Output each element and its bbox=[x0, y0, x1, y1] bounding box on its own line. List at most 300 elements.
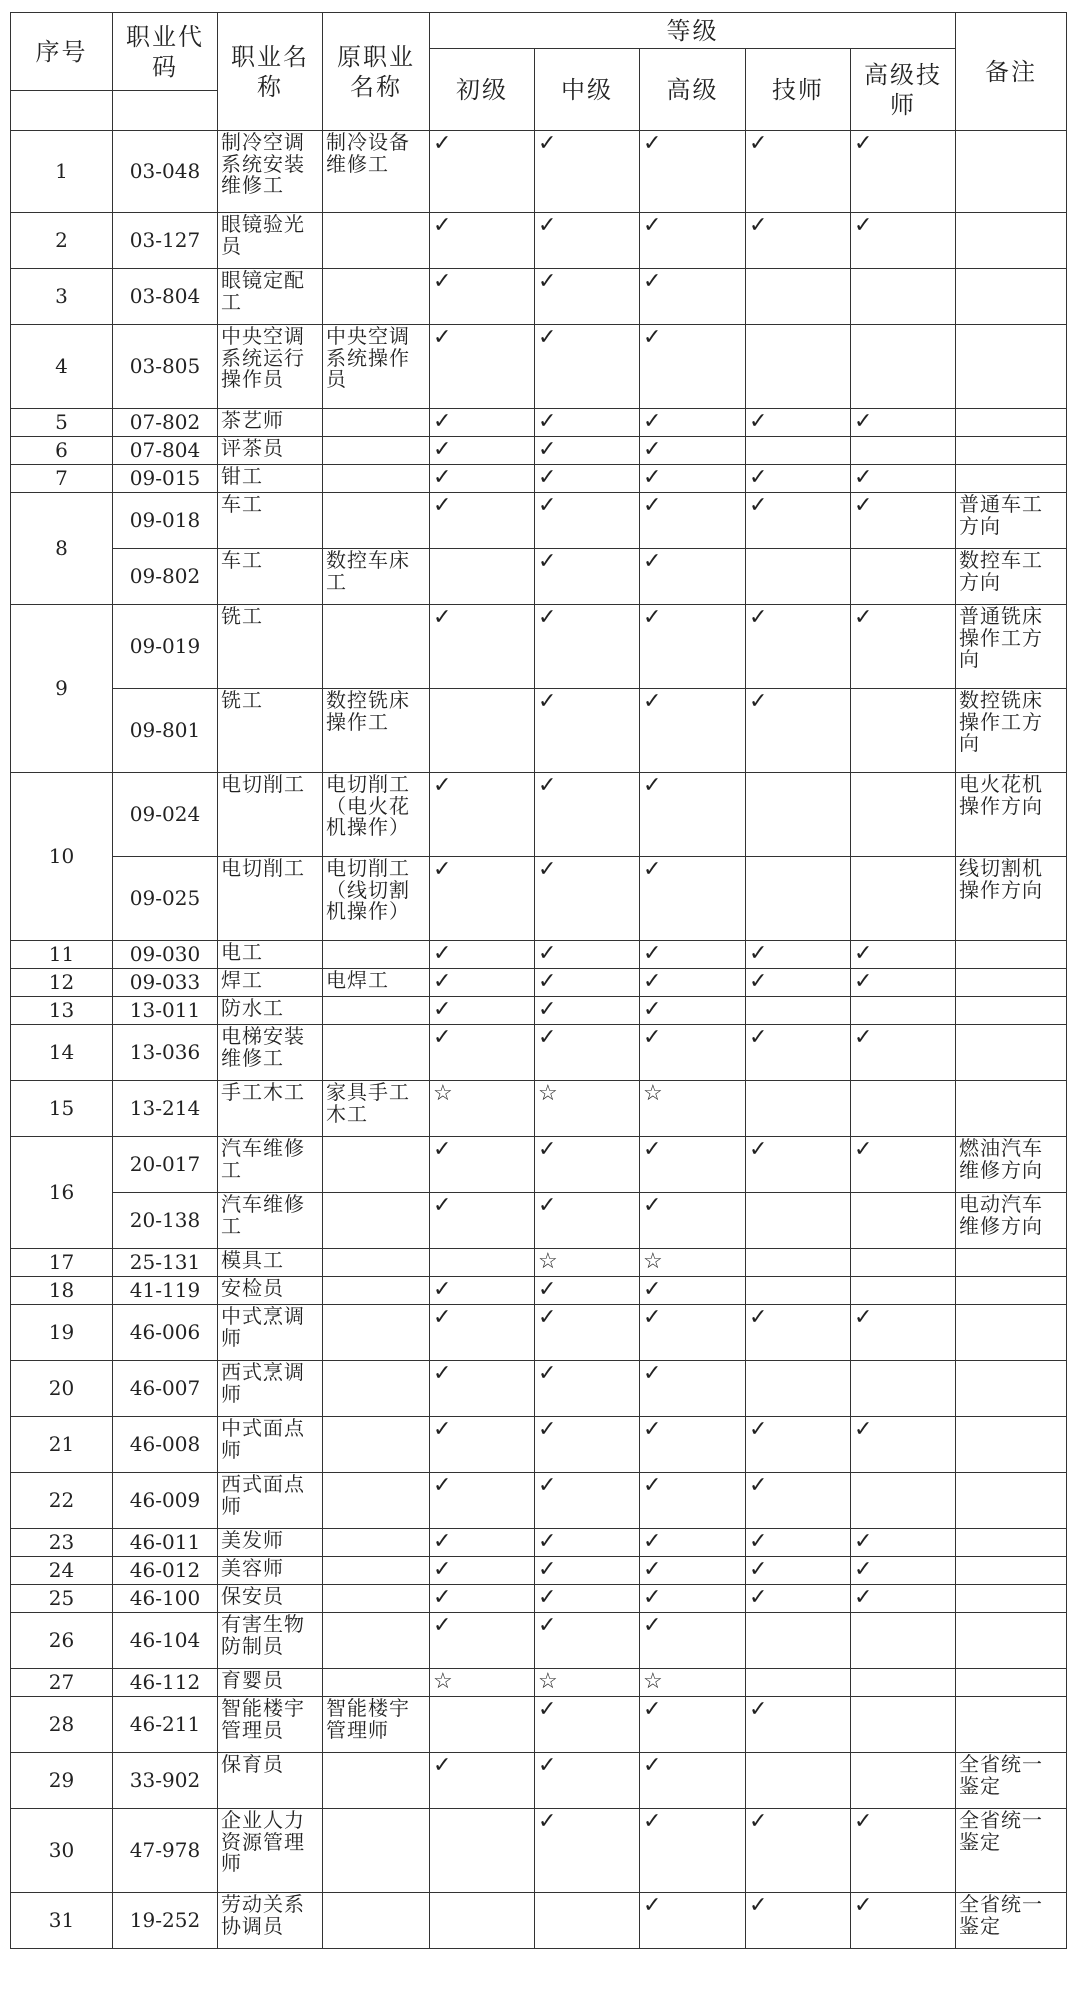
row-note: 电火花机操作方向 bbox=[956, 773, 1067, 857]
row-code: 09-033 bbox=[113, 969, 218, 997]
row-level-2-mark: ✓ bbox=[535, 1361, 640, 1417]
row-code: 09-030 bbox=[113, 941, 218, 969]
row-level-4-mark bbox=[746, 1669, 851, 1697]
row-level-5-mark bbox=[851, 1473, 956, 1529]
row-level-2-mark: ☆ bbox=[535, 1081, 640, 1137]
row-code: 13-011 bbox=[113, 997, 218, 1025]
row-seq: 1 bbox=[11, 131, 113, 213]
row-level-1-mark: ✓ bbox=[430, 1753, 535, 1809]
row-name: 汽车维修工 bbox=[218, 1137, 323, 1193]
row-orig-name bbox=[323, 1893, 430, 1949]
row-level-5-mark: ✓ bbox=[851, 969, 956, 997]
row-level-1-mark: ✓ bbox=[430, 465, 535, 493]
row-level-1-mark bbox=[430, 689, 535, 773]
row-name: 智能楼宇管理员 bbox=[218, 1697, 323, 1753]
header-level-2: 中级 bbox=[535, 49, 640, 131]
row-code: 09-802 bbox=[113, 549, 218, 605]
row-level-2-mark: ✓ bbox=[535, 1193, 640, 1249]
row-seq: 29 bbox=[11, 1753, 113, 1809]
row-orig-name bbox=[323, 1417, 430, 1473]
row-level-4-mark bbox=[746, 1753, 851, 1809]
row-orig-name bbox=[323, 1305, 430, 1361]
row-level-2-mark bbox=[535, 1893, 640, 1949]
table-row bbox=[11, 857, 1067, 941]
row-orig-name: 智能楼宇管理师 bbox=[323, 1697, 430, 1753]
row-level-5-mark bbox=[851, 549, 956, 605]
row-level-1-mark: ☆ bbox=[430, 1081, 535, 1137]
header-seq-blank bbox=[11, 91, 113, 131]
row-seq: 13 bbox=[11, 997, 113, 1025]
row-level-3-mark: ✓ bbox=[640, 1025, 746, 1081]
row-name: 中式面点师 bbox=[218, 1417, 323, 1473]
row-name: 西式烹调师 bbox=[218, 1361, 323, 1417]
row-level-4-mark bbox=[746, 773, 851, 857]
row-level-4-mark: ✓ bbox=[746, 1305, 851, 1361]
row-level-5-mark: ✓ bbox=[851, 605, 956, 689]
row-note bbox=[956, 1277, 1067, 1305]
row-orig-name bbox=[323, 465, 430, 493]
row-code: 13-214 bbox=[113, 1081, 218, 1137]
row-level-4-mark bbox=[746, 1361, 851, 1417]
row-orig-name bbox=[323, 1529, 430, 1557]
row-level-4-mark: ✓ bbox=[746, 689, 851, 773]
row-seq: 3 bbox=[11, 269, 113, 325]
row-level-4-mark: ✓ bbox=[746, 969, 851, 997]
row-level-5-mark bbox=[851, 857, 956, 941]
row-level-4-mark: ✓ bbox=[746, 131, 851, 213]
row-code: 46-104 bbox=[113, 1613, 218, 1669]
row-level-4-mark bbox=[746, 437, 851, 465]
row-seq: 27 bbox=[11, 1669, 113, 1697]
row-level-1-mark: ✓ bbox=[430, 325, 535, 409]
row-level-5-mark: ✓ bbox=[851, 1305, 956, 1361]
row-orig-name: 制冷设备维修工 bbox=[323, 131, 430, 213]
row-seq: 28 bbox=[11, 1697, 113, 1753]
row-code: 09-801 bbox=[113, 689, 218, 773]
table-row bbox=[11, 325, 1067, 409]
row-level-4-mark: ✓ bbox=[746, 1137, 851, 1193]
table-row bbox=[11, 1305, 1067, 1361]
table-row bbox=[11, 773, 1067, 857]
row-level-4-mark: ✓ bbox=[746, 493, 851, 549]
table-row bbox=[11, 549, 1067, 605]
row-level-5-mark: ✓ bbox=[851, 941, 956, 969]
row-note bbox=[956, 1613, 1067, 1669]
row-orig-name bbox=[323, 1557, 430, 1585]
row-level-5-mark: ✓ bbox=[851, 1809, 956, 1893]
row-code: 20-017 bbox=[113, 1137, 218, 1193]
row-level-1-mark: ✓ bbox=[430, 1613, 535, 1669]
row-level-1-mark: ✓ bbox=[430, 1417, 535, 1473]
header-code: 职业代码 bbox=[113, 13, 218, 91]
row-name: 美发师 bbox=[218, 1529, 323, 1557]
row-note: 数控铣床操作工方向 bbox=[956, 689, 1067, 773]
row-seq: 14 bbox=[11, 1025, 113, 1081]
table-row bbox=[11, 1809, 1067, 1893]
table-row bbox=[11, 1473, 1067, 1529]
row-code: 46-012 bbox=[113, 1557, 218, 1585]
row-seq: 18 bbox=[11, 1277, 113, 1305]
row-orig-name bbox=[323, 409, 430, 437]
row-level-1-mark: ✓ bbox=[430, 1193, 535, 1249]
row-level-5-mark: ✓ bbox=[851, 1893, 956, 1949]
row-orig-name: 电焊工 bbox=[323, 969, 430, 997]
row-level-2-mark: ✓ bbox=[535, 605, 640, 689]
row-orig-name: 家具手工木工 bbox=[323, 1081, 430, 1137]
table-row bbox=[11, 1669, 1067, 1697]
row-seq: 22 bbox=[11, 1473, 113, 1529]
row-code: 13-036 bbox=[113, 1025, 218, 1081]
row-level-5-mark: ✓ bbox=[851, 493, 956, 549]
row-note: 全省统一鉴定 bbox=[956, 1753, 1067, 1809]
row-level-5-mark bbox=[851, 689, 956, 773]
row-note: 普通铣床操作工方向 bbox=[956, 605, 1067, 689]
row-orig-name bbox=[323, 437, 430, 465]
row-level-5-mark: ✓ bbox=[851, 1557, 956, 1585]
row-level-3-mark: ✓ bbox=[640, 941, 746, 969]
row-name: 茶艺师 bbox=[218, 409, 323, 437]
row-level-2-mark: ✓ bbox=[535, 1137, 640, 1193]
table-row bbox=[11, 1025, 1067, 1081]
row-code: 03-048 bbox=[113, 131, 218, 213]
row-level-2-mark: ✓ bbox=[535, 773, 640, 857]
row-level-1-mark: ✓ bbox=[430, 493, 535, 549]
row-seq: 2 bbox=[11, 213, 113, 269]
row-level-5-mark: ✓ bbox=[851, 465, 956, 493]
row-level-3-mark: ✓ bbox=[640, 1137, 746, 1193]
table-row bbox=[11, 1193, 1067, 1249]
row-code: 46-211 bbox=[113, 1697, 218, 1753]
row-level-1-mark: ✓ bbox=[430, 1473, 535, 1529]
row-level-3-mark: ✓ bbox=[640, 1809, 746, 1893]
row-code: 20-138 bbox=[113, 1193, 218, 1249]
row-seq: 8 bbox=[11, 493, 113, 605]
row-level-2-mark: ✓ bbox=[535, 941, 640, 969]
table-row bbox=[11, 969, 1067, 997]
row-level-2-mark: ✓ bbox=[535, 213, 640, 269]
table-row bbox=[11, 1585, 1067, 1613]
table-row bbox=[11, 1417, 1067, 1473]
row-name: 企业人力资源管理师 bbox=[218, 1809, 323, 1893]
row-code: 09-025 bbox=[113, 857, 218, 941]
table-row bbox=[11, 605, 1067, 689]
row-name: 中式烹调师 bbox=[218, 1305, 323, 1361]
table-row bbox=[11, 1753, 1067, 1809]
row-code: 46-100 bbox=[113, 1585, 218, 1613]
row-name: 保安员 bbox=[218, 1585, 323, 1613]
row-level-3-mark: ✓ bbox=[640, 549, 746, 605]
row-note bbox=[956, 1473, 1067, 1529]
row-level-3-mark: ✓ bbox=[640, 437, 746, 465]
row-level-1-mark: ✓ bbox=[430, 773, 535, 857]
row-level-5-mark bbox=[851, 325, 956, 409]
row-code: 09-018 bbox=[113, 493, 218, 549]
row-note bbox=[956, 1557, 1067, 1585]
row-level-2-mark: ✓ bbox=[535, 1585, 640, 1613]
row-seq: 30 bbox=[11, 1809, 113, 1893]
row-level-4-mark bbox=[746, 1277, 851, 1305]
row-level-1-mark: ✓ bbox=[430, 857, 535, 941]
row-note bbox=[956, 1417, 1067, 1473]
row-level-3-mark: ✓ bbox=[640, 1893, 746, 1949]
row-level-5-mark bbox=[851, 773, 956, 857]
row-orig-name bbox=[323, 1809, 430, 1893]
row-code: 46-112 bbox=[113, 1669, 218, 1697]
row-orig-name bbox=[323, 1277, 430, 1305]
row-note bbox=[956, 213, 1067, 269]
row-code: 07-804 bbox=[113, 437, 218, 465]
row-orig-name bbox=[323, 1249, 430, 1277]
row-level-4-mark bbox=[746, 1193, 851, 1249]
row-note bbox=[956, 1305, 1067, 1361]
row-name: 铣工 bbox=[218, 689, 323, 773]
row-level-5-mark: ✓ bbox=[851, 1417, 956, 1473]
row-level-2-mark: ☆ bbox=[535, 1669, 640, 1697]
header-level-3: 高级 bbox=[640, 49, 746, 131]
header-name: 职业名称 bbox=[218, 13, 323, 131]
row-level-5-mark: ✓ bbox=[851, 131, 956, 213]
row-seq: 26 bbox=[11, 1613, 113, 1669]
row-level-5-mark bbox=[851, 1081, 956, 1137]
row-seq: 4 bbox=[11, 325, 113, 409]
row-note bbox=[956, 969, 1067, 997]
row-level-2-mark: ✓ bbox=[535, 1557, 640, 1585]
row-level-5-mark bbox=[851, 1753, 956, 1809]
row-level-5-mark: ✓ bbox=[851, 1025, 956, 1081]
table-row bbox=[11, 1697, 1067, 1753]
row-name: 车工 bbox=[218, 549, 323, 605]
row-level-2-mark: ✓ bbox=[535, 409, 640, 437]
row-level-3-mark: ✓ bbox=[640, 1361, 746, 1417]
row-level-2-mark: ✓ bbox=[535, 549, 640, 605]
row-code: 09-015 bbox=[113, 465, 218, 493]
row-name: 西式面点师 bbox=[218, 1473, 323, 1529]
row-note bbox=[956, 1361, 1067, 1417]
row-orig-name: 中央空调系统操作员 bbox=[323, 325, 430, 409]
row-code: 03-127 bbox=[113, 213, 218, 269]
row-level-4-mark: ✓ bbox=[746, 605, 851, 689]
row-note bbox=[956, 131, 1067, 213]
row-level-4-mark: ✓ bbox=[746, 1697, 851, 1753]
table-row bbox=[11, 1249, 1067, 1277]
row-name: 焊工 bbox=[218, 969, 323, 997]
table-row bbox=[11, 493, 1067, 549]
row-code: 09-019 bbox=[113, 605, 218, 689]
row-level-3-mark: ✓ bbox=[640, 409, 746, 437]
row-level-5-mark bbox=[851, 269, 956, 325]
row-level-4-mark: ✓ bbox=[746, 1025, 851, 1081]
row-level-3-mark: ✓ bbox=[640, 1585, 746, 1613]
row-seq: 6 bbox=[11, 437, 113, 465]
row-name: 电切削工 bbox=[218, 773, 323, 857]
row-code: 46-008 bbox=[113, 1417, 218, 1473]
table-row bbox=[11, 941, 1067, 969]
header-level-4: 技师 bbox=[746, 49, 851, 131]
row-level-4-mark: ✓ bbox=[746, 213, 851, 269]
row-level-1-mark: ✓ bbox=[430, 997, 535, 1025]
row-code: 09-024 bbox=[113, 773, 218, 857]
row-level-4-mark bbox=[746, 857, 851, 941]
row-level-2-mark: ✓ bbox=[535, 1529, 640, 1557]
row-level-2-mark: ✓ bbox=[535, 465, 640, 493]
row-level-4-mark: ✓ bbox=[746, 1893, 851, 1949]
row-seq: 20 bbox=[11, 1361, 113, 1417]
row-level-3-mark: ✓ bbox=[640, 1557, 746, 1585]
row-seq: 11 bbox=[11, 941, 113, 969]
row-orig-name bbox=[323, 1361, 430, 1417]
row-level-2-mark: ✓ bbox=[535, 1305, 640, 1361]
row-name: 美容师 bbox=[218, 1557, 323, 1585]
row-level-1-mark: ✓ bbox=[430, 437, 535, 465]
header-level-5: 高级技师 bbox=[851, 49, 956, 131]
row-note: 普通车工方向 bbox=[956, 493, 1067, 549]
row-level-4-mark: ✓ bbox=[746, 465, 851, 493]
table-header bbox=[11, 13, 1067, 131]
row-level-3-mark: ✓ bbox=[640, 325, 746, 409]
row-level-5-mark bbox=[851, 1277, 956, 1305]
row-code: 07-802 bbox=[113, 409, 218, 437]
row-orig-name bbox=[323, 1613, 430, 1669]
row-seq: 10 bbox=[11, 773, 113, 941]
row-level-1-mark: ✓ bbox=[430, 969, 535, 997]
row-level-4-mark bbox=[746, 549, 851, 605]
row-level-4-mark bbox=[746, 1249, 851, 1277]
row-level-5-mark bbox=[851, 1669, 956, 1697]
row-level-3-mark: ☆ bbox=[640, 1081, 746, 1137]
occupation-table bbox=[10, 12, 1067, 1949]
row-note bbox=[956, 409, 1067, 437]
row-level-1-mark bbox=[430, 1809, 535, 1893]
row-level-3-mark: ☆ bbox=[640, 1669, 746, 1697]
row-level-1-mark bbox=[430, 1697, 535, 1753]
row-name: 模具工 bbox=[218, 1249, 323, 1277]
row-level-3-mark: ✓ bbox=[640, 1473, 746, 1529]
header-orig: 原职业名称 bbox=[323, 13, 430, 131]
row-seq: 23 bbox=[11, 1529, 113, 1557]
row-level-5-mark bbox=[851, 1249, 956, 1277]
row-seq: 7 bbox=[11, 465, 113, 493]
row-note bbox=[956, 1025, 1067, 1081]
table-row bbox=[11, 269, 1067, 325]
row-name: 电梯安装维修工 bbox=[218, 1025, 323, 1081]
row-orig-name bbox=[323, 605, 430, 689]
row-name: 制冷空调系统安装维修工 bbox=[218, 131, 323, 213]
row-note: 线切割机操作方向 bbox=[956, 857, 1067, 941]
row-level-2-mark: ✓ bbox=[535, 269, 640, 325]
row-seq: 21 bbox=[11, 1417, 113, 1473]
row-level-4-mark: ✓ bbox=[746, 941, 851, 969]
row-level-1-mark: ✓ bbox=[430, 1529, 535, 1557]
table-row bbox=[11, 409, 1067, 437]
row-orig-name: 数控铣床操作工 bbox=[323, 689, 430, 773]
row-level-5-mark bbox=[851, 1613, 956, 1669]
row-level-1-mark: ✓ bbox=[430, 1585, 535, 1613]
row-level-2-mark: ✓ bbox=[535, 131, 640, 213]
row-note bbox=[956, 997, 1067, 1025]
row-note bbox=[956, 1585, 1067, 1613]
row-orig-name bbox=[323, 1753, 430, 1809]
row-note bbox=[956, 325, 1067, 409]
row-code: 47-978 bbox=[113, 1809, 218, 1893]
row-orig-name bbox=[323, 269, 430, 325]
row-name: 防水工 bbox=[218, 997, 323, 1025]
row-orig-name: 数控车床工 bbox=[323, 549, 430, 605]
row-seq: 19 bbox=[11, 1305, 113, 1361]
row-name: 汽车维修工 bbox=[218, 1193, 323, 1249]
row-level-4-mark: ✓ bbox=[746, 1809, 851, 1893]
row-level-3-mark: ✓ bbox=[640, 773, 746, 857]
header-code-blank bbox=[113, 91, 218, 131]
row-note: 全省统一鉴定 bbox=[956, 1893, 1067, 1949]
row-name: 保育员 bbox=[218, 1753, 323, 1809]
row-level-5-mark: ✓ bbox=[851, 409, 956, 437]
row-note bbox=[956, 1529, 1067, 1557]
row-name: 钳工 bbox=[218, 465, 323, 493]
row-level-1-mark: ☆ bbox=[430, 1669, 535, 1697]
table-row bbox=[11, 213, 1067, 269]
row-level-4-mark: ✓ bbox=[746, 1529, 851, 1557]
row-level-1-mark: ✓ bbox=[430, 1361, 535, 1417]
header-note: 备注 bbox=[956, 13, 1067, 131]
row-level-2-mark: ✓ bbox=[535, 1417, 640, 1473]
row-code: 46-009 bbox=[113, 1473, 218, 1529]
row-level-3-mark: ✓ bbox=[640, 1529, 746, 1557]
row-level-5-mark bbox=[851, 1193, 956, 1249]
row-level-5-mark bbox=[851, 1697, 956, 1753]
row-note bbox=[956, 269, 1067, 325]
row-code: 25-131 bbox=[113, 1249, 218, 1277]
row-level-5-mark bbox=[851, 1361, 956, 1417]
row-level-3-mark: ✓ bbox=[640, 1697, 746, 1753]
row-level-3-mark: ✓ bbox=[640, 1193, 746, 1249]
row-note bbox=[956, 437, 1067, 465]
row-level-2-mark: ☆ bbox=[535, 1249, 640, 1277]
row-level-5-mark: ✓ bbox=[851, 1585, 956, 1613]
row-level-4-mark: ✓ bbox=[746, 1585, 851, 1613]
row-level-4-mark bbox=[746, 997, 851, 1025]
row-note bbox=[956, 1697, 1067, 1753]
row-level-1-mark bbox=[430, 549, 535, 605]
row-code: 03-805 bbox=[113, 325, 218, 409]
row-level-1-mark bbox=[430, 1893, 535, 1949]
row-orig-name bbox=[323, 493, 430, 549]
row-seq: 31 bbox=[11, 1893, 113, 1949]
row-level-3-mark: ✓ bbox=[640, 857, 746, 941]
row-name: 眼镜验光员 bbox=[218, 213, 323, 269]
row-code: 46-007 bbox=[113, 1361, 218, 1417]
row-note bbox=[956, 1081, 1067, 1137]
row-seq: 25 bbox=[11, 1585, 113, 1613]
row-seq: 12 bbox=[11, 969, 113, 997]
row-level-2-mark: ✓ bbox=[535, 1025, 640, 1081]
table-row bbox=[11, 131, 1067, 213]
header-level-1: 初级 bbox=[430, 49, 535, 131]
row-name: 电切削工 bbox=[218, 857, 323, 941]
row-level-3-mark: ✓ bbox=[640, 689, 746, 773]
row-orig-name bbox=[323, 1669, 430, 1697]
row-level-3-mark: ✓ bbox=[640, 269, 746, 325]
row-seq: 5 bbox=[11, 409, 113, 437]
row-level-2-mark: ✓ bbox=[535, 689, 640, 773]
row-seq: 17 bbox=[11, 1249, 113, 1277]
row-name: 安检员 bbox=[218, 1277, 323, 1305]
row-level-1-mark: ✓ bbox=[430, 409, 535, 437]
row-name: 劳动关系协调员 bbox=[218, 1893, 323, 1949]
row-code: 46-006 bbox=[113, 1305, 218, 1361]
row-note: 燃油汽车维修方向 bbox=[956, 1137, 1067, 1193]
table-body bbox=[11, 131, 1067, 1949]
row-orig-name bbox=[323, 941, 430, 969]
